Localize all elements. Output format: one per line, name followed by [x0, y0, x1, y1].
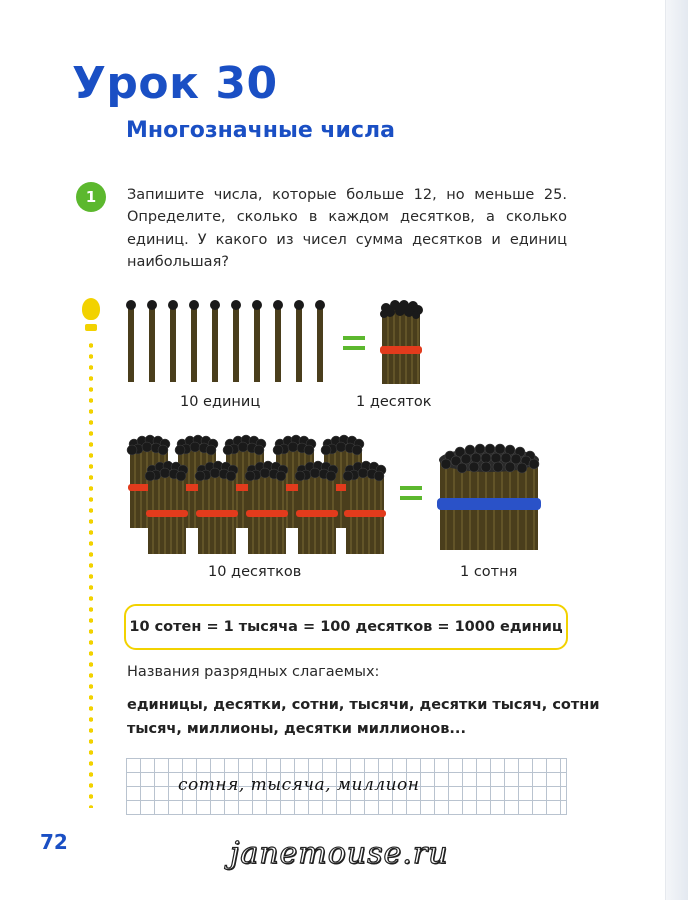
lesson-subtitle: Многозначные числа — [126, 118, 395, 143]
dotted-margin-line — [89, 340, 93, 808]
equals-sign-2 — [400, 486, 422, 500]
ten-bundle-8 — [245, 461, 288, 554]
lesson-title: Урок 30 — [72, 58, 278, 109]
single-match-8 — [273, 300, 283, 382]
page-number: 72 — [40, 830, 68, 854]
margin-note — [80, 298, 100, 818]
single-match-10 — [315, 300, 325, 382]
single-match-3 — [168, 300, 178, 382]
handwriting-sample: сотня, тысяча, миллион — [178, 775, 420, 795]
task-number-badge: 1 — [76, 182, 106, 212]
single-match-9 — [294, 300, 304, 382]
ten-matches-illustration — [124, 296, 336, 386]
ten-bundle-7 — [195, 461, 238, 554]
single-match-6 — [231, 300, 241, 382]
page-edge — [665, 0, 688, 900]
ten-bundle-illustration — [376, 296, 426, 388]
single-match-7 — [252, 300, 262, 382]
tens-caption: 10 десятков — [208, 564, 302, 580]
single-match-4 — [189, 300, 199, 382]
task-text: Запишите числа, которые больше 12, но меньше 25. Определите, сколько в каждом десятков, а сколько единиц. У какого из чисел сумма десятков и единиц наибольшая? — [127, 187, 567, 271]
ten-caption: 1 десяток — [356, 394, 432, 410]
ten-bundle-9 — [295, 461, 338, 554]
units-caption: 10 единиц — [180, 394, 261, 410]
lightbulb-icon — [82, 298, 100, 320]
hundred-bundle-illustration — [434, 440, 544, 552]
place-names-list: единицы, десятки, сотни, тысячи, десятки тысяч, сотни тысяч, миллионы, десятки миллионов... — [127, 697, 600, 737]
single-match-5 — [210, 300, 220, 382]
rule-box — [124, 604, 568, 650]
single-match-1 — [126, 300, 136, 382]
ten-bundles-illustration — [122, 432, 394, 556]
ten-bundle-10 — [343, 461, 386, 554]
single-match-2 — [147, 300, 157, 382]
hundred-caption: 1 сотня — [460, 564, 518, 580]
watermark: janemouse.ru — [230, 836, 449, 871]
ten-bundle-6 — [145, 461, 188, 554]
place-names-label: Названия разрядных слагаемых: — [127, 664, 380, 680]
rule-text: 10 сотен = 1 тысяча = 100 десятков = 1000 единиц — [129, 619, 563, 635]
lightbulb-base-icon — [85, 324, 97, 331]
equals-sign-1 — [343, 336, 365, 350]
